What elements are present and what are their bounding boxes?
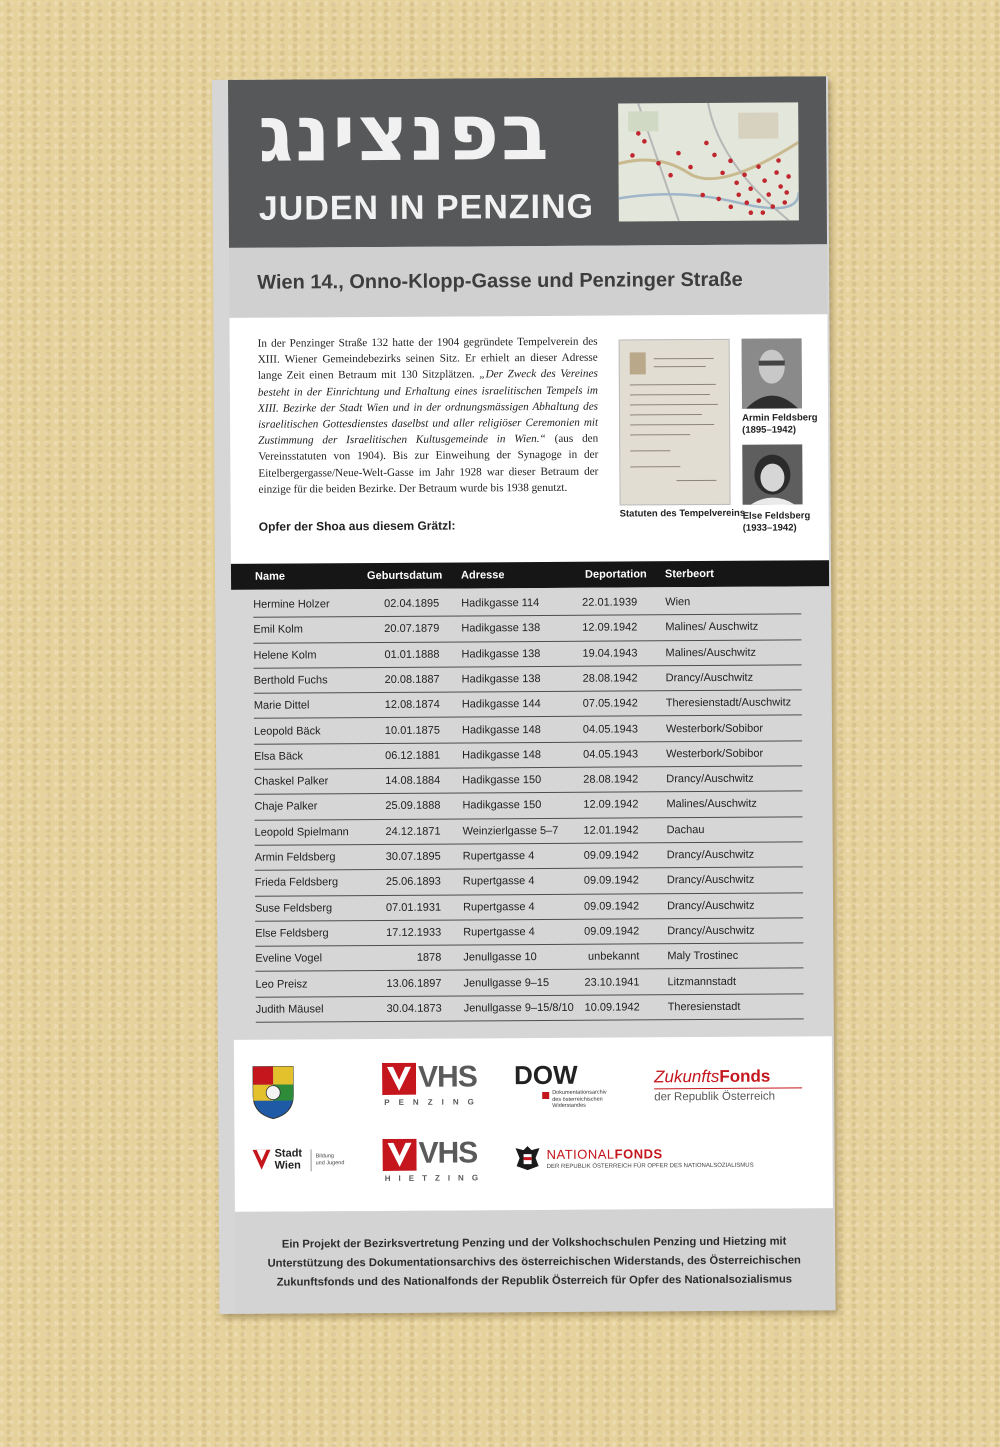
cell-birth: 14.08.1884 (385, 774, 441, 788)
cell-name: Suse Feldsberg (255, 901, 333, 915)
cell-death: Westerbork/Sobibor (666, 747, 764, 761)
victims-table (231, 586, 832, 1040)
cell-deportation: unbekannt (587, 950, 640, 963)
cell-deportation: 07.05.1942 (582, 697, 638, 710)
cell-deportation: 10.09.1942 (584, 1001, 640, 1014)
cell-name: Emil Kolm (253, 623, 303, 637)
map-marker (736, 192, 741, 197)
cell-deportation: 23.10.1941 (584, 975, 640, 989)
cell-address: Rupertgasse 4 (462, 850, 535, 863)
map-marker (742, 172, 747, 177)
map-marker (728, 205, 733, 210)
cell-name: Leopold Spielmann (254, 825, 349, 839)
cell-birth: 02.04.1895 (384, 597, 440, 610)
wien-flag-icon (253, 1150, 271, 1170)
location-bar (229, 244, 827, 318)
cell-address: Hadikgasse 150 (462, 799, 542, 812)
cell-address: Rupertgasse 4 (463, 925, 535, 939)
doc-line (630, 384, 716, 386)
vhs-hietzing-sub: HIETZING (384, 1173, 487, 1183)
cell-birth: 20.08.1887 (384, 673, 440, 686)
zukunftsfonds-logo (654, 1066, 804, 1104)
cell-birth: 20.07.1879 (384, 622, 440, 636)
intro-text-part: In der Penzinger Straße 132 hatte der 1904 gegründete Tempelverein des XIII. Wiener Gemeindebezirks seinen Sitz. Er erhielt an dieser Adresse lange Zeit einen Betraum mit 130 Sitzplätzen. (257, 335, 598, 383)
cell-address: Hadikgasse 138 (461, 672, 541, 686)
col-deportation: Deportation (584, 568, 647, 581)
portrait2-name: Else Feldsberg (742, 510, 811, 522)
map-marker (700, 193, 705, 198)
dow-sub-line: des österreichischen (552, 1096, 603, 1103)
cell-name: Chaje Palker (254, 800, 318, 814)
portrait1-years: (1895–1942) (742, 424, 797, 436)
doc-line (630, 404, 718, 406)
cell-death: Malines/ Auschwitz (665, 620, 759, 634)
stadt-text: Stadt (274, 1147, 303, 1160)
map-marker (749, 210, 754, 215)
cell-name: Berthold Fuchs (253, 674, 328, 687)
cell-deportation: 28.08.1942 (583, 773, 639, 786)
plaque-title: JUDEN IN PENZING (258, 187, 595, 228)
cell-name: Else Feldsberg (255, 927, 329, 940)
vhs-v-icon (382, 1063, 416, 1095)
dow-red-square (542, 1092, 549, 1099)
sponsor-logos (234, 1036, 833, 1212)
cell-name: Hermine Holzer (253, 598, 330, 611)
vhs-v-icon (382, 1139, 416, 1171)
map-marker (676, 151, 681, 156)
cell-address: Jenullgasse 9–15 (463, 976, 550, 989)
cell-death: Drancy/Auschwitz (666, 772, 754, 786)
stadt-sub-line: Bildung (315, 1153, 334, 1160)
map-marker (704, 141, 709, 146)
cell-address: Hadikgasse 138 (461, 622, 541, 635)
cell-death: Litzmannstadt (667, 975, 737, 988)
cell-birth: 01.01.1888 (384, 648, 440, 661)
cell-deportation: 12.01.1942 (583, 824, 639, 837)
austrian-eagle-icon (515, 1144, 541, 1172)
cell-name: Helene Kolm (253, 648, 317, 662)
map-marker (784, 190, 789, 195)
map-marker (642, 139, 647, 144)
cell-death: Drancy/Auschwitz (665, 671, 754, 685)
cell-death: Wien (665, 596, 691, 609)
cell-address: Rupertgasse 4 (462, 875, 535, 888)
dow-sub (552, 1090, 607, 1110)
cell-address: Weinzierlgasse 5–7 (462, 824, 559, 838)
dow-text: DOW (513, 1059, 578, 1091)
cell-birth: 25.06.1893 (385, 875, 441, 889)
map-marker (756, 198, 761, 203)
coat-of-arms-graphic (252, 1066, 294, 1120)
map-marker (756, 164, 761, 169)
footer-text: Ein Projekt der Bezirksvertretung Penzing und der Volkshochschulen Penzing und Hietzing mit Unterstützung des Dokumentationsarchivs des österreichischen Widerstands, des Österreichischen Zukunftsfonds und des Nationalfonds der Republik Österreich für Opfer des Nationalsozialismus (267, 1235, 801, 1289)
intro-section (229, 314, 828, 564)
cell-birth: 30.04.1873 (386, 1002, 442, 1015)
cell-birth: 30.07.1895 (385, 850, 441, 863)
map-marker (734, 180, 739, 185)
map-marker (778, 184, 783, 189)
zukunfts-text (654, 1067, 770, 1088)
doc-line (630, 466, 680, 467)
cell-deportation: 04.05.1943 (582, 722, 639, 736)
col-birth: Geburtsdatum (366, 569, 443, 583)
nationalfonds-text (547, 1146, 663, 1162)
intro-text-part: (aus den Vereinsstatuten von 1904). Bis zur Einweihung der Synagoge in der Eitelbergergasse/Neue-Welt-Gasse im Jahr 1928 war dieser Betraum der einzige für die beiden Bezirke. Der Betraum wurde bis 1938 genutzt. (258, 432, 599, 496)
cell-birth: 10.01.1875 (384, 724, 441, 737)
map-graphic (618, 102, 799, 221)
cell-birth: 1878 (416, 951, 442, 964)
cell-death: Drancy/Auschwitz (666, 873, 755, 887)
cell-deportation: 04.05.1943 (583, 748, 639, 761)
cell-death: Malines/Auschwitz (665, 646, 757, 659)
penzing-coat-of-arms (252, 1066, 294, 1120)
cell-death: Drancy/Auschwitz (667, 899, 755, 912)
cell-deportation: 12.09.1942 (583, 798, 639, 812)
doc-line (630, 394, 710, 395)
col-address: Adresse (460, 569, 505, 582)
vhs-text: VHS (418, 1136, 478, 1170)
cell-birth: 24.12.1871 (385, 825, 441, 838)
map-marker (728, 159, 733, 164)
cell-birth: 12.08.1874 (384, 698, 440, 712)
cell-name: Marie Dittel (253, 699, 310, 712)
cell-address: Rupertgasse 4 (463, 900, 535, 914)
zukunfts-part: Zukunfts (654, 1066, 720, 1087)
cell-deportation: 19.04.1943 (582, 647, 638, 660)
map-marker (782, 200, 787, 205)
hebrew-title: בפנצינג (258, 87, 551, 180)
stadt-wien-text (275, 1147, 303, 1171)
cell-address: Hadikgasse 144 (461, 698, 541, 711)
map-marker (688, 165, 693, 170)
stadt-divider (311, 1149, 312, 1171)
map-marker (720, 171, 725, 176)
cell-birth: 06.12.1881 (385, 749, 441, 762)
statute-quote: „Der Zweck des Vereines besteht in der Einrichtung und Erhaltung eines israelitischen Tempels im XIII. Bezirke der Stadt Wien und in der ordnungsmässigen Abhaltung des israelitischen Gottesdienstes daselbst und aller religiöser Ceremonien mit Zustimmung der Israelitischen Kultusgemeinde in Wien.“ (257, 368, 599, 447)
cell-deportation: 28.08.1942 (582, 672, 638, 685)
doc-line (654, 358, 714, 359)
portrait-else-feldsberg (742, 444, 802, 504)
vhs-penzing-sub: PENZING (384, 1097, 483, 1107)
portrait-graphic (742, 338, 802, 408)
cell-deportation: 09.09.1942 (583, 900, 640, 913)
plaque-header (228, 76, 827, 248)
portrait-armin-feldsberg (742, 338, 802, 408)
map-marker (770, 204, 775, 209)
cell-death: Drancy/Auschwitz (666, 848, 755, 862)
map-marker (761, 210, 766, 215)
stamp (630, 352, 646, 374)
cell-name: Judith Mäusel (255, 1003, 324, 1016)
cell-address: Hadikgasse 138 (461, 647, 541, 661)
map-marker (712, 153, 717, 158)
doc-line (676, 480, 716, 481)
col-death: Sterbeort (664, 567, 714, 581)
dow-sub-line: Widerstandes (552, 1102, 586, 1109)
location-title: Wien 14., Onno-Klopp-Gasse und Penzinger Straße (257, 268, 743, 294)
cell-address: Jenullgasse 9–15/8/10 (463, 1001, 574, 1015)
cell-birth: 17.12.1933 (386, 926, 442, 939)
map-marker (776, 158, 781, 163)
doc-line (630, 450, 670, 451)
zukunfts-underline (654, 1087, 802, 1089)
doc-line (630, 434, 690, 435)
map-marker (766, 192, 771, 197)
cell-name: Frieda Feldsberg (254, 876, 339, 890)
cell-name: Armin Feldsberg (254, 851, 336, 864)
map-marker (744, 200, 749, 205)
map-marker (774, 170, 779, 175)
vhs-text: VHS (417, 1060, 477, 1094)
portrait2-years: (1933–1942) (742, 522, 797, 534)
fonds-part: Fonds (719, 1066, 771, 1086)
victims-heading: Opfer der Shoa aus diesem Grätzl: (258, 518, 456, 534)
doc-caption: Statuten des Tempelvereins (619, 507, 746, 520)
cell-birth: 13.06.1897 (386, 977, 442, 990)
zukunfts-sub: der Republik Österreich (654, 1090, 776, 1104)
intro-text (258, 334, 599, 498)
cell-death: Malines/Auschwitz (666, 798, 757, 811)
stadt-sub-line: und Jugend (315, 1160, 345, 1167)
cell-deportation: 09.09.1942 (584, 925, 640, 938)
cell-deportation: 09.09.1942 (583, 874, 639, 888)
cell-name: Leo Preisz (255, 977, 308, 991)
nationalfonds-sub: DER REPUBLIK ÖSTERREICH FÜR OPFER DES NATIONALSOZIALISMUS (546, 1162, 754, 1170)
cell-deportation: 22.01.1939 (582, 596, 638, 609)
cell-death: Theresienstadt/Auschwitz (665, 696, 792, 710)
cell-deportation: 09.09.1942 (583, 849, 639, 862)
map-marker (630, 153, 635, 158)
doc-line (630, 414, 702, 415)
cell-birth: 07.01.1931 (385, 901, 442, 914)
cell-name: Leopold Bäck (253, 724, 321, 738)
cell-birth: 25.09.1888 (385, 800, 441, 813)
map-marker (786, 174, 791, 179)
cell-name: Eveline Vogel (255, 952, 323, 965)
cell-deportation: 12.09.1942 (582, 621, 638, 635)
fonds-part: FONDS (614, 1146, 663, 1162)
district-map (618, 102, 799, 221)
map-marker (636, 131, 641, 136)
statutes-document-photo (619, 339, 731, 506)
map-marker (668, 173, 673, 178)
cell-address: Hadikgasse 114 (461, 597, 540, 610)
cell-death: Westerbork/Sobibor (665, 722, 764, 735)
cell-address: Hadikgasse 148 (462, 748, 542, 762)
cell-name: Chaskel Palker (254, 775, 329, 788)
cell-address: Hadikgasse 150 (462, 774, 542, 787)
cell-death: Drancy/Auschwitz (667, 924, 755, 938)
cell-death: Theresienstadt (667, 1000, 741, 1014)
stadt-sub (316, 1153, 345, 1167)
map-marker (656, 161, 661, 166)
map-marker (716, 197, 721, 202)
project-footer (235, 1208, 834, 1314)
memorial-plaque (212, 76, 836, 1314)
national-part: NATIONAL (546, 1146, 615, 1162)
dow-sub-line: Dokumentationsarchiv (552, 1089, 607, 1096)
cell-death: Maly Trostinec (667, 949, 739, 963)
portrait-graphic (742, 444, 802, 504)
cell-death: Dachau (666, 823, 705, 836)
cell-name: Elsa Bäck (254, 750, 304, 763)
cell-address: Jenullgasse 10 (463, 951, 537, 964)
doc-line (630, 424, 714, 426)
map-marker (762, 178, 767, 183)
wien-text: Wien (274, 1159, 301, 1172)
map-marker (748, 186, 753, 191)
table-row (256, 993, 804, 1023)
victims-table-header (231, 560, 829, 590)
col-name: Name (254, 570, 286, 583)
cell-address: Hadikgasse 148 (461, 723, 541, 736)
doc-line (654, 366, 706, 367)
portrait1-name: Armin Feldsberg (742, 412, 818, 424)
